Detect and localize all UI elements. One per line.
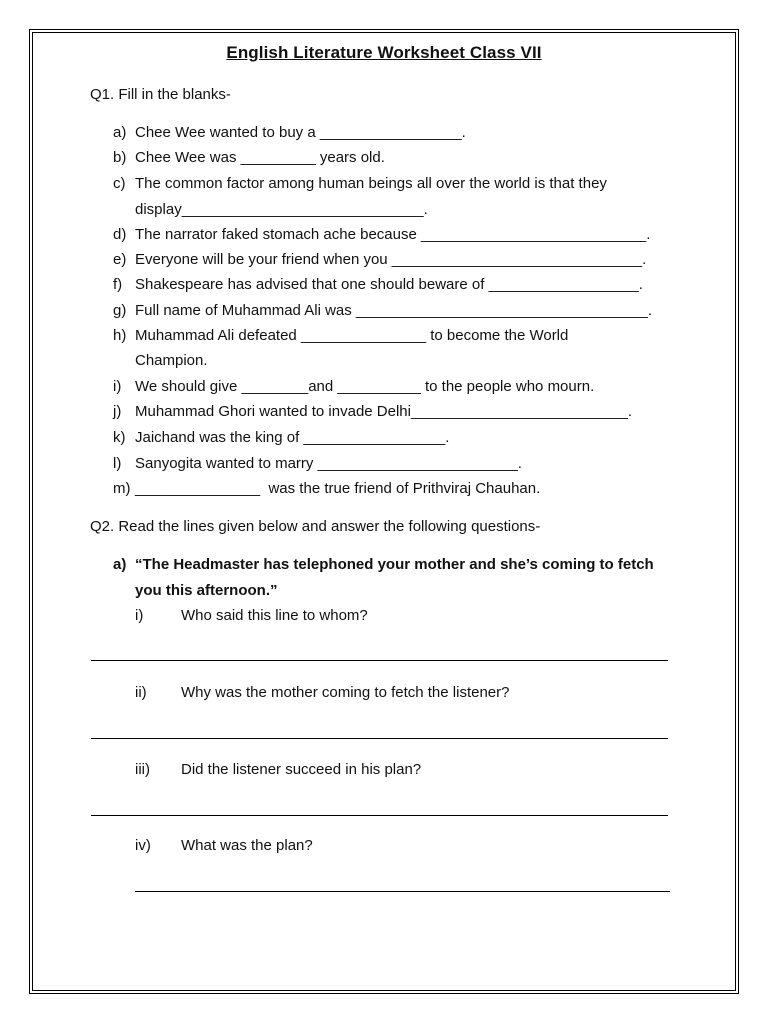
q2-subquestion-label: ii) bbox=[135, 684, 147, 701]
q1-heading: Q1. Fill in the blanks- bbox=[90, 86, 231, 103]
q1-item-text: Sanyogita wanted to marry ________________________. bbox=[135, 455, 522, 472]
q2-subquestion-label: iv) bbox=[135, 837, 151, 854]
q1-item-label: c) bbox=[113, 175, 126, 192]
answer-line[interactable] bbox=[135, 891, 670, 892]
q1-item-label: j) bbox=[113, 403, 122, 420]
q2-subquestion-text: Why was the mother coming to fetch the listener? bbox=[181, 684, 510, 701]
q2-quote-label: a) bbox=[113, 556, 127, 573]
q1-item-text: Full name of Muhammad Ali was ___________________________________. bbox=[135, 302, 653, 319]
q1-item-label: b) bbox=[113, 149, 127, 166]
q1-item-label: d) bbox=[113, 226, 127, 243]
answer-line[interactable] bbox=[91, 738, 668, 739]
answer-line[interactable] bbox=[91, 660, 668, 661]
q2-subquestion-text: Did the listener succeed in his plan? bbox=[181, 761, 422, 778]
worksheet-title: English Literature Worksheet Class VII bbox=[226, 43, 542, 62]
q1-item-text: Everyone will be your friend when you ______________________________. bbox=[135, 251, 647, 268]
q1-item-label: l) bbox=[113, 455, 122, 472]
q1-item-label: i) bbox=[113, 378, 122, 395]
q1-item-text: Chee Wee wanted to buy a _________________. bbox=[135, 124, 466, 141]
q1-item-label: g) bbox=[113, 302, 127, 319]
q1-item-text-continued: Champion. bbox=[135, 352, 208, 369]
q2-quote-text-continued: you this afternoon.” bbox=[135, 582, 278, 599]
answer-line[interactable] bbox=[91, 815, 668, 816]
q2-subquestion-label: iii) bbox=[135, 761, 150, 778]
q1-item-text: Muhammad Ghori wanted to invade Delhi__________________________. bbox=[135, 403, 633, 420]
q2-quote-text: “The Headmaster has telephoned your mother and she’s coming to fetch bbox=[135, 556, 654, 573]
q1-item-text: The narrator faked stomach ache because ___________________________. bbox=[135, 226, 651, 243]
q1-item-label: f) bbox=[113, 276, 123, 293]
q1-item-label: e) bbox=[113, 251, 127, 268]
q2-subquestion-text: Who said this line to whom? bbox=[181, 607, 368, 624]
q1-item-text: Shakespeare has advised that one should beware of __________________. bbox=[135, 276, 643, 293]
q1-item-label: a) bbox=[113, 124, 127, 141]
q1-item-label: k) bbox=[113, 429, 126, 446]
q1-item-text: _______________ was the true friend of Prithviraj Chauhan. bbox=[135, 480, 541, 497]
q1-item-text-continued: display_____________________________. bbox=[135, 201, 428, 218]
q1-item-text: Chee Wee was _________ years old. bbox=[135, 149, 385, 166]
q2-heading: Q2. Read the lines given below and answer the following questions- bbox=[90, 518, 541, 535]
q1-item-label: m) bbox=[113, 480, 131, 497]
q2-subquestion-text: What was the plan? bbox=[181, 837, 313, 854]
q1-item-text: Jaichand was the king of _________________. bbox=[135, 429, 450, 446]
q1-item-text: Muhammad Ali defeated _______________ to become the World bbox=[135, 327, 569, 344]
q1-item-label: h) bbox=[113, 327, 127, 344]
q2-subquestion-label: i) bbox=[135, 607, 144, 624]
q1-item-text: The common factor among human beings all over the world is that they bbox=[135, 175, 607, 192]
q1-item-text: We should give ________and __________ to the people who mourn. bbox=[135, 378, 595, 395]
